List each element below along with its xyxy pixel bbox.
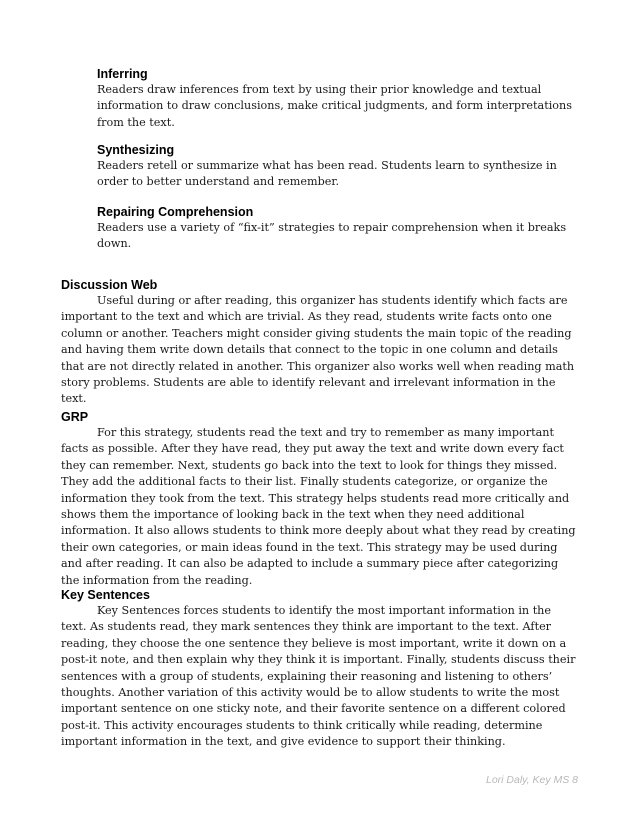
strategy-heading: Inferring bbox=[97, 67, 148, 81]
strategy-repairing-comprehension bbox=[97, 204, 577, 253]
section-heading: GRP bbox=[61, 410, 89, 424]
page-footer: Lori Daly, Key MS 8 bbox=[485, 774, 578, 786]
strategy-synthesizing bbox=[97, 142, 577, 191]
section-text: For this strategy, students read the text and try to remember as many important facts as possible. After they have read, they put away the text and write down every fact they can remember. Next, students go back into the text to look for things they missed. They add the additional facts to their list. Finally students categorize, or organize the information they took from the text. This strategy helps students read more critically and shows them the importance of looking back in the text when they need additional information. It also allows students to think more deeply about what they read by creating their own categories, or main ideas found in the text. This strategy may be used during and after reading. It can also be adapted to include a summary piece after categorizing the information from the reading. bbox=[61, 426, 576, 587]
strategy-inferring bbox=[97, 66, 577, 131]
strategy-heading: Repairing Comprehension bbox=[97, 205, 254, 219]
section-key-sentences bbox=[61, 587, 580, 751]
strategy-text: Readers draw inferences from text by using their prior knowledge and textual information to draw conclusions, make critical judgments, and form interpretations from the text. bbox=[97, 83, 572, 129]
section-text: Key Sentences forces students to identify the most important information in the text. As students read, they mark sentences they think are important to the text. After reading, they choose the one sentence they believe is most important, write it down on a post-it note, and then explain why they think it is important. Finally, students discuss their sentences with a group of students, explaining their reasoning and listening to others’ thoughts. Another variation of this activity would be to allow students to write the most important sentence on one sticky note, and their favorite sentence on a different colored post-it. This activity encourages students to think critically while reading, determine important information in the text, and give evidence to support their thinking. bbox=[61, 604, 576, 749]
section-text: Useful during or after reading, this organizer has students identify which facts are important to the text and which are trivial. As they read, students write facts onto one column or another. Teachers might consider giving students the main topic of the reading and having them write down details that connect to the topic in one column and details that are not directly related in another. This organizer also works well when reading math story problems. Students are able to identify relevant and irrelevant information in the text. bbox=[61, 294, 575, 406]
section-discussion-web bbox=[61, 277, 580, 408]
section-heading: Key Sentences bbox=[61, 588, 150, 602]
section-heading: Discussion Web bbox=[61, 278, 158, 292]
strategy-heading: Synthesizing bbox=[97, 143, 175, 157]
strategy-text: Readers use a variety of “fix-it” strategies to repair comprehension when it breaks down. bbox=[97, 221, 567, 251]
strategy-text: Readers retell or summarize what has been read. Students learn to synthesize in order to better understand and remember. bbox=[97, 159, 557, 189]
section-grp bbox=[61, 409, 580, 589]
